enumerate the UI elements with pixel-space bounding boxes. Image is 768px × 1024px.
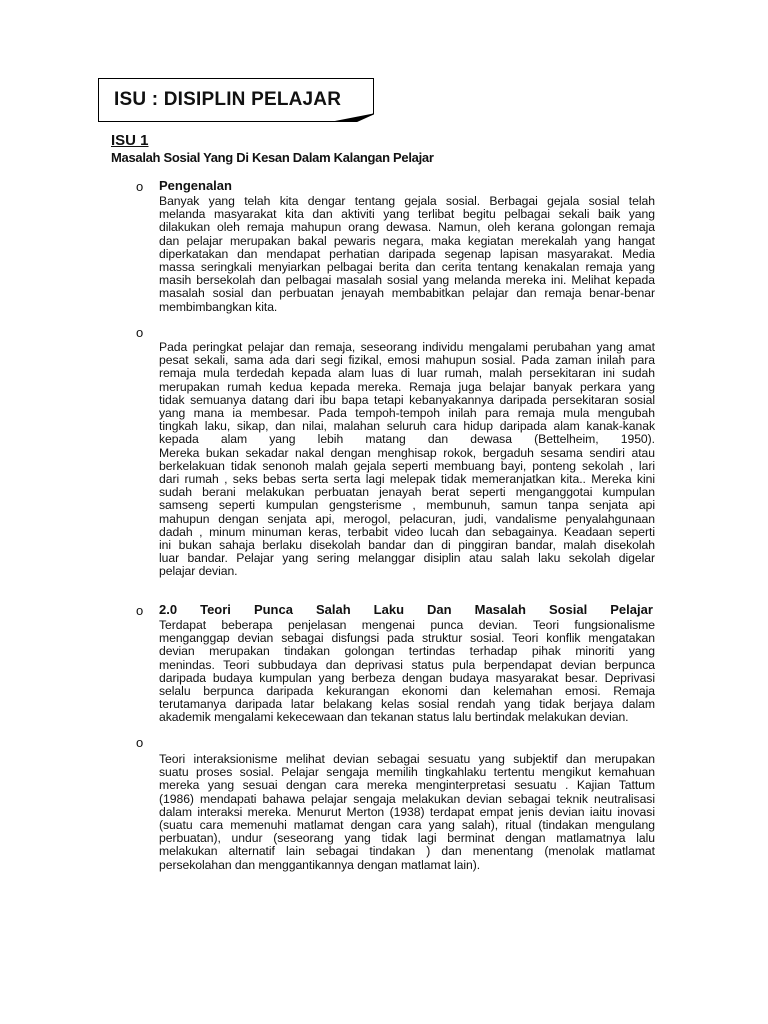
text-line: kepada alam yang lebih matang dan dewasa (Bettelheim, 1950). — [159, 432, 655, 447]
text-line: tidak semuanya datang dari ibu bapa tetapi kebanyakannya daripada persekitaran sosial — [159, 392, 655, 407]
text-line: membimbangkan kita. — [159, 299, 278, 314]
text-line: (1986) mendapati bahawa pelajar sengaja melakukan devian sebagai teknik neutralisasi — [159, 791, 655, 806]
text-line: dilakukan oleh remaja mahupun orang dewasa. Namun, oleh kerana golongan remaja — [159, 220, 655, 235]
text-line: pelajar devian. — [159, 564, 238, 579]
section-heading-teori-punca — [159, 603, 653, 617]
text-line: (suatu cara memenuhi matlamat dengan cara yang salah), ritual (tindakan mengulang — [159, 818, 655, 833]
text-line: luar bandar. Pelajar yang sering melanggar disiplin atau salah laku sekolah digelar — [159, 551, 655, 566]
heading-word: Punca — [253, 602, 293, 617]
text-line: Pada peringkat pelajar dan remaja, seseorang individu mengalami perubahan yang amat — [159, 340, 655, 354]
text-line: melakukan alternatif lain sebagai tindakan ) dan menentang (menolak matlamat — [159, 844, 655, 859]
text-line: massa seringkali menyiarkan pelbagai berita dan cerita tentang kenakalan remaja yang — [159, 260, 655, 275]
text-line: dalam interaksi mereka. Menurut Merton (1938) terdapat empat jenis devian iaitu inovasi — [159, 804, 655, 819]
text-line: menindas. Teori subbudaya dan deprivasi status pula berpendapat devian berpunca — [159, 657, 655, 672]
text-line: persekolahan dan menggantikannya dengan matlamat lain). — [159, 857, 481, 872]
bullet-marker: o — [136, 735, 144, 750]
text-line: masih bersekolah dan pelbagai masalah sosial yang melanda mereka ini. Melihat kepada — [159, 273, 655, 288]
section-paragraph — [159, 341, 655, 579]
text-line: dan pelajar merupakan bakal pewaris negara, maka kegiatan merekalah yang hangat — [159, 233, 655, 248]
text-line: pesat sekali, sama ada dari segi fizikal, emosi mahupun sosial. Pada zaman inilah para — [159, 353, 655, 368]
text-line: Mereka bukan sekadar nakal dengan menghisap rokok, bergaduh sesama sendiri atau — [159, 445, 655, 460]
text-line: ini bukan sahaja berlaku disekolah bandar dan di pinggiran bandar, malah disekolah — [159, 538, 655, 553]
text-line: terutamanya daripada latar belakang kelas sosial rendah yang tidak berjaya dalam — [159, 697, 655, 712]
text-line: merupakan rumah kedua kepada mereka. Remaja juga belajar banyak perkara yang — [159, 379, 655, 394]
text-line: suatu proses sosial. Pelajar sengaja memilih tingkahlaku tertentu mengikut kemahuan — [159, 765, 655, 780]
heading-word: Laku — [373, 602, 405, 617]
heading-word: Salah — [315, 602, 351, 617]
heading-word: Teori — [200, 602, 231, 617]
text-line: Terdapat beberapa penjelasan mengenai punca devian. Teori fungsionalisme — [159, 618, 655, 632]
page-title: ISU : DISIPLIN PELAJAR — [114, 89, 342, 110]
text-line: masalah sosial dan perbuatan jenayah membabitkan pelajar dan remaja benar-benar — [159, 286, 655, 301]
issue-heading: ISU 1 — [111, 132, 149, 149]
text-line: diperkatakan dan mendapat perhatian daripada segenap lapisan masyarakat. Media — [159, 246, 655, 261]
text-line: akademik mengalami kekecewaan dan tekanan status lalu bertindak melakukan devian. — [159, 710, 629, 725]
text-line: samseng seperti kumpulan gengsterisme , membunuh, samun tanpa senjata api — [159, 498, 655, 513]
section-paragraph — [159, 619, 655, 725]
text-line: devian merupakan tindakan golongan tertindas terhadap pihak minoriti yang — [159, 644, 655, 659]
bullet-marker: o — [136, 179, 144, 194]
bullet-marker: o — [136, 603, 144, 618]
text-line: dari rumah , seks bebas serta serta lagi melepak tidak memeranjatkan kita.. Mereka kini — [159, 472, 655, 487]
issue-subtitle: Masalah Sosial Yang Di Kesan Dalam Kalangan Pelajar — [111, 150, 434, 165]
text-line: menganggap devian sebagai disfungsi pada struktur sosial. Teori konflik mengatakan — [159, 631, 655, 646]
section-heading-pengenalan: Pengenalan — [159, 178, 232, 193]
text-line: dadah , minum minuman keras, terbabit video lucah dan sebagainya. Keadaan seperti — [159, 524, 655, 539]
text-line: daripada budaya kumpulan yang berbeza dengan budaya masyarakat besar. Deprivasi — [159, 670, 655, 685]
text-line: sudah berani melakukan perbuatan jenayah berat seperti menganggotai kumpulan — [159, 485, 655, 500]
heading-word: Sosial — [548, 602, 588, 617]
text-line: berkelakuan tidak senonoh malah gejala seperti membuang bayi, ponteng sekolah , lari — [159, 458, 655, 473]
heading-word: Masalah — [474, 602, 526, 617]
heading-word: 2.0 — [159, 602, 178, 617]
text-line: Banyak yang telah kita dengar tentang gejala sosial. Berbagai gejala sosial telah — [159, 194, 655, 208]
heading-word: Pelajar — [610, 602, 653, 617]
section-paragraph — [159, 195, 655, 314]
text-line: mereka yang sesuai dengan cara mereka menginterpretasi sesuatu . Kajian Tattum — [159, 778, 655, 793]
text-line: mahupun dengan senjata api, merogol, pelacuran, judi, vandalisme penyalahgunaan — [159, 511, 655, 526]
text-line: melanda masyarakat kita dan aktiviti yang terlibat begitu pelbagai sekali baik yang — [159, 207, 655, 222]
text-line: selalu berpunca daripada kekurangan ekonomi dan kelemahan emosi. Remaja — [159, 684, 655, 699]
text-line: Teori interaksionisme melihat devian sebagai sesuatu yang subjektif dan merupakan — [159, 752, 655, 766]
text-line: remaja mula terdedah kepada alam luas di luar rumah, malah persekitaran ini sudah — [159, 366, 655, 381]
title-box — [98, 78, 374, 122]
heading-word: Dan — [427, 602, 452, 617]
text-line: perbuatan), undur (seseorang yang tidak lagi berminat dengan matlamatnya lalu — [159, 831, 655, 846]
text-line: tingkah laku, sikap, dan nilai, malahan seluruh cara hidup daripada alam kanak-kanak — [159, 419, 655, 434]
bullet-marker: o — [136, 325, 144, 340]
text-line: yang mana ia membesar. Pada tempoh-tempoh inilah para remaja mula mengubah — [159, 406, 655, 421]
section-paragraph — [159, 753, 655, 872]
